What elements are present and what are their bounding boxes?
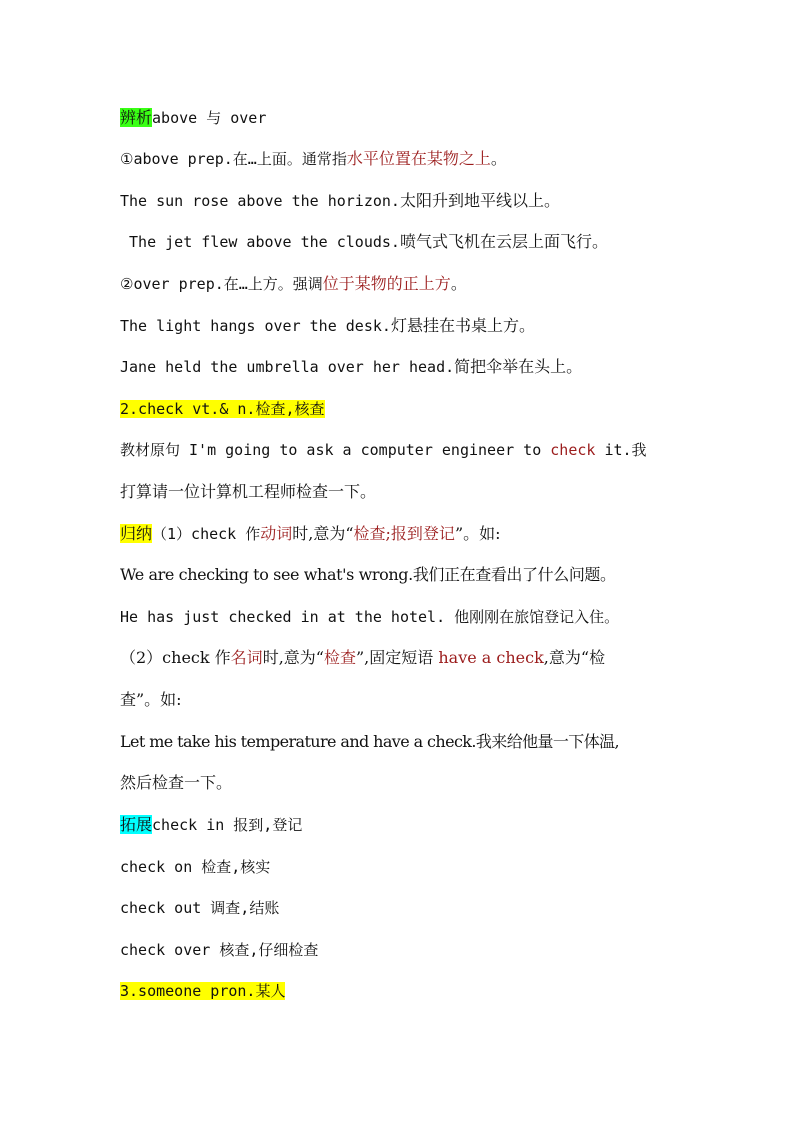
text-a: （2）check 作	[120, 648, 231, 667]
emphasis-red: have a check	[438, 648, 544, 667]
example-en: Jane held the umbrella over her head.	[120, 358, 455, 376]
text-a: ①above prep.在…上面。通常指	[120, 150, 347, 168]
phrase: check in 报到,登记	[152, 816, 303, 834]
text-e: ”。如:	[454, 524, 501, 543]
phrase: check out 调查,结账	[120, 899, 280, 917]
example-zh: 灯悬挂在书桌上方。	[390, 316, 535, 335]
line-10	[120, 480, 376, 504]
text-c: 。	[450, 274, 467, 293]
example: Let me take his temperature and have a check.我来给他量一下体温,	[120, 732, 619, 751]
line-11	[120, 522, 501, 546]
line-12	[120, 563, 616, 587]
text-e: ”,固定短语	[355, 648, 439, 667]
line-19	[120, 855, 270, 879]
emphasis-red: 动词	[260, 524, 293, 543]
text-c: 时,意为“	[292, 524, 354, 543]
line-22	[120, 979, 285, 1003]
example-zh: 简把伞举在头上。	[454, 357, 583, 376]
example-en: The sun rose above the horizon.	[120, 192, 400, 210]
emphasis-red: 位于某物的正上方	[322, 274, 451, 293]
example-zh: 太阳升到地平线以上。	[399, 191, 560, 210]
text-c: it.我	[595, 441, 647, 459]
line-13	[120, 605, 619, 629]
emphasis-red: 名词	[230, 648, 263, 667]
example-zh: 喷气式飞机在云层上面飞行。	[399, 232, 608, 251]
line-17	[120, 771, 232, 795]
line-15	[120, 688, 182, 712]
line-16	[120, 730, 619, 754]
heading-text: above 与 over	[152, 109, 267, 127]
emphasis-red: 检查	[323, 648, 356, 667]
tag-guina: 归纳	[120, 524, 153, 543]
text: 查”。如:	[120, 690, 182, 709]
section-heading: 2.check vt.& n.检查,核查	[120, 400, 325, 418]
example-en: The light hangs over the desk.	[120, 317, 391, 335]
text-g: ,意为“检	[543, 648, 606, 667]
line-1	[120, 106, 266, 130]
text: 打算请一位计算机工程师检查一下。	[120, 482, 377, 501]
emphasis-red: 水平位置在某物之上	[346, 149, 491, 168]
example: We are checking to see what's wrong.我们正在查看出了什么问题。	[120, 565, 616, 584]
text-a: （1）check 作	[152, 525, 261, 543]
line-3	[120, 189, 560, 213]
section-heading: 3.someone pron.某人	[120, 982, 286, 1000]
example: He has just checked in at the hotel. 他刚刚在旅馆登记入住。	[120, 608, 620, 626]
text-a: 教材原句 I'm going to ask a computer engineer to	[120, 441, 551, 459]
line-2	[120, 147, 507, 171]
emphasis-red: 检查;报到登记	[353, 524, 455, 543]
line-21	[120, 938, 318, 962]
line-4	[120, 230, 608, 254]
text-a: ②over prep.在…上方。强调	[120, 275, 323, 293]
tag-bianxi: 辨析	[120, 108, 153, 127]
line-7	[120, 355, 582, 379]
text: 然后检查一下。	[120, 773, 233, 792]
line-5	[120, 272, 467, 296]
line-14	[120, 646, 605, 670]
line-9	[120, 438, 647, 462]
tag-tuozhan: 拓展	[120, 815, 153, 834]
line-20	[120, 896, 279, 920]
phrase: check over 核查,仔细检查	[120, 941, 319, 959]
example-en: The jet flew above the clouds.	[120, 233, 400, 251]
text-c: 时,意为“	[262, 648, 324, 667]
line-6	[120, 314, 535, 338]
text-c: 。	[490, 149, 507, 168]
emphasis-red: check	[550, 441, 596, 459]
line-18	[120, 813, 302, 837]
line-8	[120, 397, 325, 421]
phrase: check on 检查,核实	[120, 858, 271, 876]
